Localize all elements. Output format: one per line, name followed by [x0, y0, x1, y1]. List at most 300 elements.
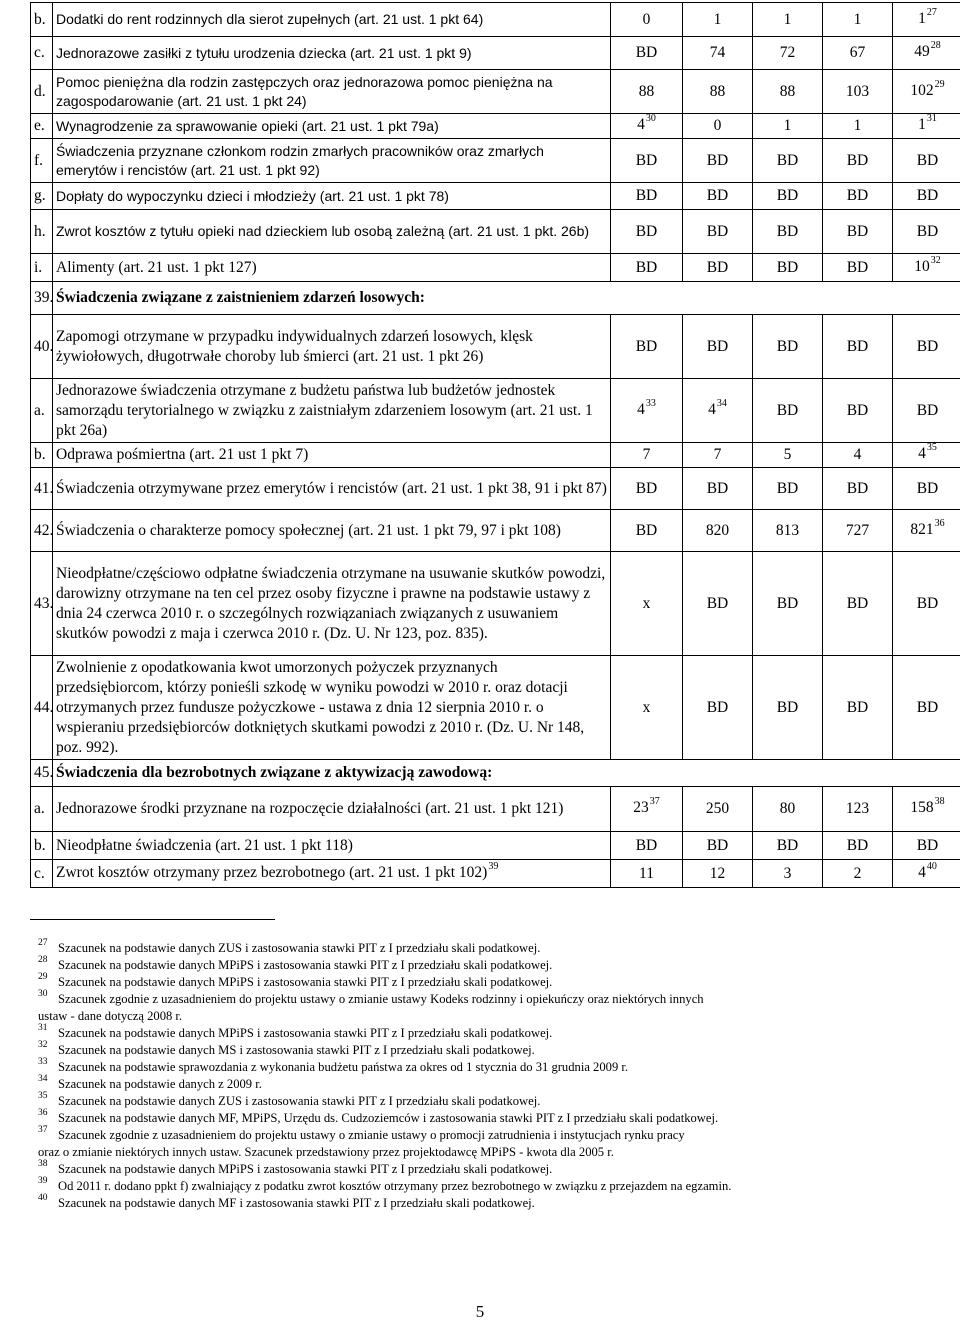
value-cell: [611, 832, 683, 860]
value-text: BD: [846, 698, 869, 716]
value-cell: [893, 37, 960, 70]
value-text: 103: [845, 82, 870, 100]
row-description-text: Świadczenia otrzymywane przez emerytów i rencistów (art. 21 ust. 1 pkt 38, 91 i pkt 87): [56, 479, 607, 497]
value-text: 0: [713, 117, 722, 134]
value-cell: [683, 379, 753, 443]
value-text: BD: [776, 151, 799, 169]
footnote: [38, 1161, 938, 1178]
row-index: d.: [31, 70, 53, 114]
row-description-text: Dopłaty do wypoczynku dzieci i młodzieży (art. 21 ust. 1 pkt 78): [56, 187, 449, 204]
value-text: 1: [853, 117, 862, 134]
value-text: 820: [705, 521, 730, 539]
value-cell: [823, 254, 893, 282]
value-cell: [893, 832, 960, 860]
value-cell: [893, 510, 960, 552]
value-text: BD: [635, 836, 658, 854]
value-text: x: [642, 594, 651, 612]
table-row: [31, 443, 960, 468]
value-cell: [753, 656, 823, 760]
footnote-text: Szacunek na podstawie danych MPiPS i zastosowania stawki PIT z I przedziału skali podatkowej.: [58, 975, 553, 989]
row-description: [53, 210, 611, 254]
value-cell: [753, 860, 823, 888]
value-cell: [611, 139, 683, 183]
row-index: c.: [31, 37, 53, 70]
table-row: [31, 468, 960, 510]
table-row: [31, 379, 960, 443]
value-cell: [823, 210, 893, 254]
footnote-number: 35: [38, 1091, 48, 1101]
table-row: [31, 315, 960, 379]
row-description-text: Pomoc pieniężna dla rodzin zastępczych oraz jednorazowa pomoc pieniężna na zagospodarowanie (art. 21 ust. 1 pkt 24): [56, 73, 553, 109]
footnotes: [38, 940, 938, 1212]
footnote: [38, 940, 938, 957]
value-cell: [611, 3, 683, 37]
value-cell: [893, 552, 960, 656]
value-text: BD: [846, 222, 869, 240]
row-index: e.: [31, 114, 53, 139]
footnote-text: Szacunek na podstawie sprawozdania z wykonania budżetu państwa za okres od 1 stycznia do 31 grudnia 2009 r.: [58, 1060, 629, 1074]
footnote-separator: [30, 919, 275, 920]
value-text: 250: [705, 800, 730, 817]
row-description: [53, 254, 611, 282]
value-text: BD: [846, 479, 869, 497]
footnote-text: Szacunek na podstawie danych MPiPS i zastosowania stawki PIT z I przedziału skali podatkowej.: [58, 1162, 553, 1176]
value-cell: [753, 254, 823, 282]
footnote: [38, 1127, 938, 1161]
row-index: 39.: [31, 282, 53, 315]
value-text: BD: [916, 594, 939, 612]
row-description-text: Świadczenia dla bezrobotnych związane z aktywizacją zawodową:: [56, 764, 493, 781]
footnote-number: 34: [38, 1074, 48, 1084]
value-cell: [753, 468, 823, 510]
row-index: g.: [31, 183, 53, 210]
value-text: BD: [916, 187, 939, 204]
value-text: BD: [706, 337, 729, 355]
footnote: [38, 1093, 938, 1110]
footnote-ref: 35: [926, 442, 937, 453]
value-cell: [753, 70, 823, 114]
footnote-number: 38: [38, 1159, 48, 1169]
value-text: BD: [776, 479, 799, 497]
value-cell: [683, 70, 753, 114]
value-text: 727: [845, 521, 870, 539]
value-text: 1: [783, 117, 792, 134]
footnote: [38, 1178, 938, 1195]
footnote: [38, 957, 938, 974]
value-text: BD: [635, 479, 658, 497]
value-text: 72: [779, 44, 796, 61]
benefits-table: [30, 2, 960, 888]
value-cell: [611, 510, 683, 552]
value-cell: [611, 315, 683, 379]
value-text: BD: [635, 222, 658, 240]
row-index: 44.: [31, 656, 53, 760]
value-cell: [823, 3, 893, 37]
footnote: [38, 1195, 938, 1212]
footnote-ref: 36: [934, 517, 945, 529]
value-cell: [683, 139, 753, 183]
value-cell: [611, 552, 683, 656]
row-description: [53, 3, 611, 37]
row-index: f.: [31, 139, 53, 183]
value-cell: [753, 510, 823, 552]
row-description: [53, 468, 611, 510]
value-text: BD: [846, 836, 869, 854]
value-cell: [611, 37, 683, 70]
row-description: [53, 787, 611, 832]
footnote-number: 39: [38, 1176, 48, 1186]
value-cell: [753, 443, 823, 468]
footnote-ref: 28: [930, 40, 941, 51]
value-text: BD: [635, 521, 658, 539]
value-text: 7: [713, 446, 722, 463]
value-cell: [683, 510, 753, 552]
footnote: [38, 974, 938, 991]
value-cell: [683, 114, 753, 139]
value-text: 49: [914, 43, 930, 60]
table-row: [31, 282, 960, 315]
table-row: [31, 210, 960, 254]
value-cell: [823, 552, 893, 656]
value-text: 821: [910, 520, 934, 538]
value-text: 88: [779, 82, 796, 100]
value-text: BD: [916, 222, 939, 240]
value-cell: [823, 70, 893, 114]
row-description: [53, 70, 611, 114]
value-text: 74: [709, 44, 726, 61]
value-text: BD: [916, 151, 939, 169]
value-cell: [893, 70, 960, 114]
value-text: BD: [916, 698, 939, 716]
value-text: 1: [918, 9, 926, 27]
value-cell: [683, 183, 753, 210]
row-index: b.: [31, 443, 53, 468]
value-text: BD: [706, 187, 729, 204]
value-cell: [753, 379, 823, 443]
value-cell: [683, 254, 753, 282]
value-cell: [611, 443, 683, 468]
value-text: BD: [846, 151, 869, 169]
footnote-number: 37: [38, 1125, 48, 1135]
value-cell: [893, 114, 960, 139]
value-text: BD: [706, 594, 729, 612]
value-text: 23: [633, 799, 649, 816]
row-description-text: Wynagrodzenie za sprawowanie opieki (art. 21 ust. 1 pkt 79a): [56, 117, 439, 134]
value-text: BD: [706, 698, 729, 716]
value-cell: [893, 315, 960, 379]
table-row: [31, 183, 960, 210]
value-cell: [753, 114, 823, 139]
value-cell: [683, 3, 753, 37]
footnote-text: Od 2011 r. dodano ppkt f) zwalniający z podatku zwrot kosztów otrzymany przez bezrobotnego w związku z przejazdem na egzamin.: [58, 1179, 732, 1193]
footnote-ref: 32: [930, 254, 941, 266]
table-row: [31, 37, 960, 70]
value-cell: [753, 210, 823, 254]
value-cell: [823, 468, 893, 510]
row-index: 41.: [31, 468, 53, 510]
footnote-number: 30: [38, 989, 48, 999]
value-cell: [611, 210, 683, 254]
value-cell: [611, 787, 683, 832]
value-text: BD: [776, 187, 799, 204]
footnote-number: 27: [38, 938, 48, 948]
footnote-ref: 33: [645, 397, 656, 409]
row-description-text: Jednorazowe środki przyznane na rozpoczęcie działalności (art. 21 ust. 1 pkt 121): [56, 800, 564, 817]
footnote-ref: 39: [488, 860, 499, 872]
footnote-ref: 27: [926, 6, 937, 18]
table-row: [31, 860, 960, 888]
value-text: 1: [713, 10, 722, 28]
value-text: 1: [918, 116, 926, 133]
row-description: [53, 760, 960, 787]
value-cell: [683, 656, 753, 760]
value-cell: [823, 114, 893, 139]
footnote-number: 28: [38, 955, 48, 965]
footnote-text: Szacunek na podstawie danych z 2009 r.: [58, 1077, 262, 1091]
row-description: [53, 139, 611, 183]
value-cell: [753, 3, 823, 37]
value-text: BD: [776, 836, 799, 854]
footnote-ref: 37: [649, 796, 660, 807]
table-row: [31, 254, 960, 282]
row-description-text: Dodatki do rent rodzinnych dla sierot zupełnych (art. 21 ust. 1 pkt 64): [56, 11, 484, 27]
table-row: [31, 656, 960, 760]
value-cell: [683, 443, 753, 468]
row-index: 43.: [31, 552, 53, 656]
row-index: a.: [31, 787, 53, 832]
footnote-text: Szacunek na podstawie danych MF i zastosowania stawki PIT z I przedziału skali podatkowej.: [58, 1196, 535, 1210]
footnote-text: Szacunek zgodnie z uzasadnieniem do projektu ustawy o zmianie ustawy o promocji zatrudnienia i instytucjach rynku pracy: [58, 1128, 685, 1142]
value-text: 1: [853, 10, 862, 28]
row-description: [53, 443, 611, 468]
value-text: BD: [635, 187, 658, 204]
value-text: BD: [846, 401, 869, 419]
row-index: a.: [31, 379, 53, 443]
row-description-text: Świadczenia przyznane członkom rodzin zmarłych pracowników oraz zmarłych emerytów i rencistów (art. 21 ust. 1 pkt 92): [56, 142, 544, 178]
value-text: BD: [635, 337, 658, 355]
row-index: i.: [31, 254, 53, 282]
value-cell: [823, 379, 893, 443]
row-description-text: Nieodpłatne świadczenia (art. 21 ust. 1 pkt 118): [56, 836, 353, 854]
value-text: 12: [709, 864, 726, 882]
value-text: BD: [706, 222, 729, 240]
value-cell: [823, 787, 893, 832]
value-cell: [683, 787, 753, 832]
value-cell: [823, 443, 893, 468]
value-cell: [893, 139, 960, 183]
value-cell: [611, 860, 683, 888]
row-description-text: Świadczenia o charakterze pomocy społecznej (art. 21 ust. 1 pkt 79, 97 i pkt 108): [56, 521, 561, 539]
footnote-number: 31: [38, 1023, 48, 1033]
value-cell: [893, 443, 960, 468]
row-description: [53, 552, 611, 656]
table-row: [31, 552, 960, 656]
value-cell: [893, 787, 960, 832]
value-text: 2: [853, 864, 862, 882]
table-row: [31, 70, 960, 114]
footnote: [38, 1076, 938, 1093]
row-index: c.: [31, 860, 53, 888]
row-description-text: Alimenty (art. 21 ust. 1 pkt 127): [56, 258, 257, 276]
value-cell: [893, 3, 960, 37]
value-cell: [611, 70, 683, 114]
value-cell: [893, 468, 960, 510]
value-cell: [753, 183, 823, 210]
footnote-number: 29: [38, 972, 48, 982]
table-row: [31, 760, 960, 787]
value-cell: [611, 468, 683, 510]
footnote-ref: 38: [934, 796, 945, 807]
footnote-number: 40: [38, 1193, 48, 1203]
value-cell: [611, 379, 683, 443]
value-cell: [823, 860, 893, 888]
value-text: 4: [637, 400, 645, 418]
row-description: [53, 832, 611, 860]
value-cell: [753, 832, 823, 860]
value-text: BD: [635, 151, 658, 169]
value-text: 1: [783, 10, 792, 28]
value-cell: [823, 37, 893, 70]
footnote-text: Szacunek zgodnie z uzasadnieniem do projektu ustawy o zmianie ustawy Kodeks rodzinny i opiekuńczy oraz niektórych innych: [58, 992, 704, 1006]
value-text: BD: [916, 337, 939, 355]
row-description: [53, 282, 960, 315]
value-text: BD: [916, 401, 939, 419]
value-text: 7: [642, 446, 651, 463]
value-cell: [823, 183, 893, 210]
row-index: 42.: [31, 510, 53, 552]
footnote-continuation: oraz o zmianie niektórych innych ustaw. Szacunek przedstawiony przez projektodawcę MPiPS - kwota dla 2005 r.: [38, 1145, 614, 1159]
value-text: BD: [916, 479, 939, 497]
row-description-text: Zapomogi otrzymane w przypadku indywidualnych zdarzeń losowych, klęsk żywiołowych, długotrwałe choroby lub śmierci (art. 21 ust. 1 pkt 26): [56, 327, 533, 365]
value-text: 4: [637, 116, 645, 133]
value-cell: [611, 183, 683, 210]
value-cell: [893, 183, 960, 210]
row-index: b.: [31, 3, 53, 37]
value-cell: [683, 210, 753, 254]
value-text: BD: [916, 836, 939, 854]
footnote-ref: 29: [934, 78, 945, 90]
value-text: x: [642, 698, 651, 716]
value-cell: [893, 210, 960, 254]
value-text: 158: [910, 799, 934, 816]
value-cell: [683, 860, 753, 888]
row-index: 45.: [31, 760, 53, 787]
value-cell: [611, 656, 683, 760]
value-text: 88: [638, 82, 655, 100]
value-cell: [683, 832, 753, 860]
page-number: 5: [475, 1302, 485, 1321]
value-text: BD: [776, 401, 799, 419]
value-text: 80: [779, 800, 796, 817]
footnote-text: Szacunek na podstawie danych MPiPS i zastosowania stawki PIT z I przedziału skali podatkowej.: [58, 958, 553, 972]
row-description-text: Jednorazowe świadczenia otrzymane z budżetu państwa lub budżetów jednostek samorządu terytorialnego w związku z zaistniałym zdarzeniem losowym (art. 21 ust. 1 pkt 26a): [56, 381, 593, 439]
row-description-text: Zwrot kosztów otrzymany przez bezrobotnego (art. 21 ust. 1 pkt 102): [56, 863, 488, 881]
row-description: [53, 183, 611, 210]
value-text: BD: [776, 258, 799, 276]
value-text: BD: [706, 258, 729, 276]
footnote-ref: 34: [716, 397, 727, 409]
value-text: BD: [846, 337, 869, 355]
value-cell: [823, 656, 893, 760]
value-text: BD: [706, 836, 729, 854]
value-text: 11: [639, 864, 654, 882]
footnote-ref: 31: [926, 113, 937, 124]
table-row: [31, 114, 960, 139]
value-cell: [753, 315, 823, 379]
value-text: BD: [846, 187, 869, 204]
value-cell: [611, 114, 683, 139]
row-description: [53, 860, 611, 888]
value-text: 0: [642, 10, 651, 28]
value-text: 4: [853, 446, 862, 463]
value-text: 4: [708, 400, 716, 418]
row-index: h.: [31, 210, 53, 254]
value-text: BD: [776, 594, 799, 612]
row-description-text: Odprawa pośmiertna (art. 21 ust 1 pkt 7): [56, 446, 309, 463]
value-text: 4: [918, 863, 926, 881]
value-cell: [893, 379, 960, 443]
row-description: [53, 656, 611, 760]
footnote: [38, 1110, 938, 1127]
value-cell: [753, 37, 823, 70]
value-cell: [823, 315, 893, 379]
row-description: [53, 114, 611, 139]
value-text: 88: [709, 82, 726, 100]
footnote-number: 32: [38, 1040, 48, 1050]
value-cell: [683, 552, 753, 656]
value-text: 67: [849, 44, 866, 61]
row-description-text: Nieodpłatne/częściowo odpłatne świadczenia otrzymane na usuwanie skutków powodzi, darowizny otrzymane na ten cel przez osoby fizyczne i prawne na podstawie ustawy z dnia 24 czerwca 2010 r. o szczególnych rozwiązaniach związanych z usuwaniem skutków powodzi z maja i czerwca 2010 r. (Dz. U. Nr 123, poz. 835).: [56, 564, 606, 642]
footnote-continuation: ustaw - dane dotyczą 2008 r.: [38, 1009, 183, 1023]
row-index: 40.: [31, 315, 53, 379]
footnote: [38, 991, 938, 1025]
row-index: b.: [31, 832, 53, 860]
table-row: [31, 787, 960, 832]
table-row: [31, 3, 960, 37]
value-cell: [823, 510, 893, 552]
value-text: 4: [918, 445, 926, 462]
footnote: [38, 1042, 938, 1059]
footnote-text: Szacunek na podstawie danych ZUS i zastosowania stawki PIT z I przedziału skali podatkowej.: [58, 941, 541, 955]
footnote-ref: 40: [926, 860, 937, 872]
table-row: [31, 510, 960, 552]
value-text: 5: [783, 446, 792, 463]
value-text: BD: [706, 151, 729, 169]
table-row: [31, 832, 960, 860]
benefits-table-container: [30, 2, 960, 888]
value-cell: [823, 139, 893, 183]
footnote-number: 36: [38, 1108, 48, 1118]
value-text: 123: [845, 800, 870, 817]
row-description-text: Jednorazowe zasiłki z tytułu urodzenia dziecka (art. 21 ust. 1 pkt 9): [56, 44, 472, 61]
value-cell: [753, 552, 823, 656]
value-cell: [753, 139, 823, 183]
value-cell: [893, 254, 960, 282]
footnote-number: 33: [38, 1057, 48, 1067]
value-cell: [893, 860, 960, 888]
value-text: BD: [846, 258, 869, 276]
value-text: 10: [914, 257, 930, 275]
table-row: [31, 139, 960, 183]
row-description-text: Zwolnienie z opodatkowania kwot umorzonych pożyczek przyznanych przedsiębiorcom, którzy ponieśli szkodę w wyniku powodzi w 2010 r. oraz dotacji otrzymanych przez fundusze pożyczkowe - ustawa z dnia 12 sierpnia 2010 r. o wspieraniu przedsiębiorców dotkniętych skutkami powodzi z 2010 r. (Dz. U. Nr 148, poz. 992).: [56, 658, 585, 756]
value-cell: [893, 656, 960, 760]
value-cell: [683, 468, 753, 510]
value-text: BD: [776, 337, 799, 355]
value-text: BD: [776, 698, 799, 716]
value-cell: [823, 832, 893, 860]
value-cell: [683, 37, 753, 70]
footnote-text: Szacunek na podstawie danych ZUS i zastosowania stawki PIT z I przedziału skali podatkowej.: [58, 1094, 541, 1108]
